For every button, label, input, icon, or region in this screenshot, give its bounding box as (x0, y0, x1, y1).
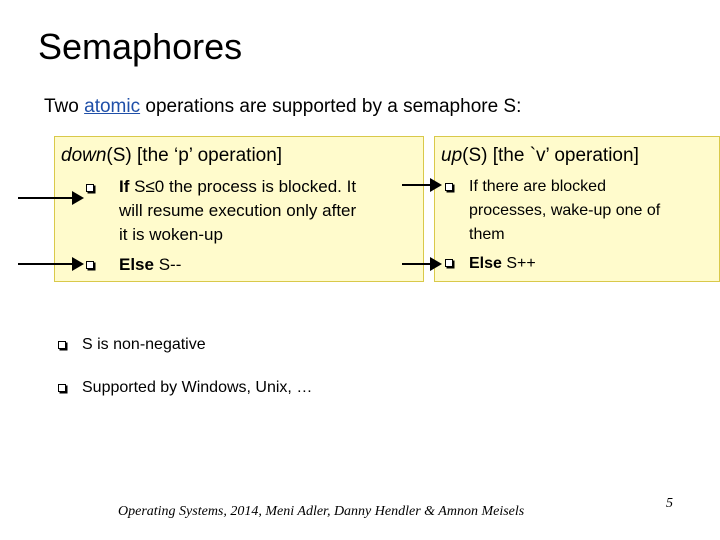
up-box-heading (441, 145, 639, 167)
up-item-wakeup (469, 175, 719, 247)
down-operation-box (54, 136, 424, 282)
else-keyword: Else (469, 255, 502, 272)
down-item1-line1: If S≤0 the process is blocked. It (119, 177, 357, 196)
checkbox-bullet-icon (86, 261, 94, 269)
arrow-right-icon (402, 184, 440, 186)
if-keyword: If (119, 177, 130, 196)
checkbox-bullet-icon (86, 184, 94, 192)
up-func-name: up (441, 145, 463, 166)
intro-after: operations are supported by a semaphore S: (140, 96, 522, 117)
page-number: 5 (666, 496, 673, 511)
checkbox-bullet-icon (58, 341, 66, 349)
up-item-else: Else S++ (469, 255, 536, 272)
checkbox-bullet-icon (445, 259, 453, 267)
intro-before: Two (44, 96, 85, 117)
atomic-keyword[interactable]: atomic (84, 96, 141, 117)
else-keyword: Else (119, 255, 154, 274)
down-item-else: Else S-- (119, 255, 182, 274)
down-func-name: down (61, 145, 107, 166)
point-supported-os: Supported by Windows, Unix, … (82, 379, 313, 396)
checkbox-bullet-icon (58, 384, 66, 392)
up-operation-box (434, 136, 720, 282)
up-head-rest: (S) [the `v’ operation] (462, 145, 639, 166)
arrow-right-icon (18, 197, 82, 199)
footer-credit: Operating Systems, 2014, Meni Adler, Danny Hendler & Amnon Meisels (118, 504, 525, 519)
up-item1-line1: If there are blocked (469, 178, 606, 195)
slide-title: Semaphores (38, 26, 243, 67)
down-head-rest: (S) [the ‘p’ operation] (106, 145, 283, 166)
down-box-heading (61, 145, 282, 167)
point-non-negative: S is non-negative (82, 336, 206, 353)
down-item1-line3: it is woken-up (119, 225, 223, 244)
intro-text (44, 96, 521, 118)
down-item1-line2: will resume execution only after (119, 201, 357, 220)
up-item1-line2: processes, wake-up one of (469, 202, 661, 219)
up-item1-line3: them (469, 226, 505, 243)
arrow-right-icon (18, 263, 82, 265)
down-item-blocked (119, 175, 419, 247)
checkbox-bullet-icon (445, 183, 453, 191)
arrow-right-icon (402, 263, 440, 265)
